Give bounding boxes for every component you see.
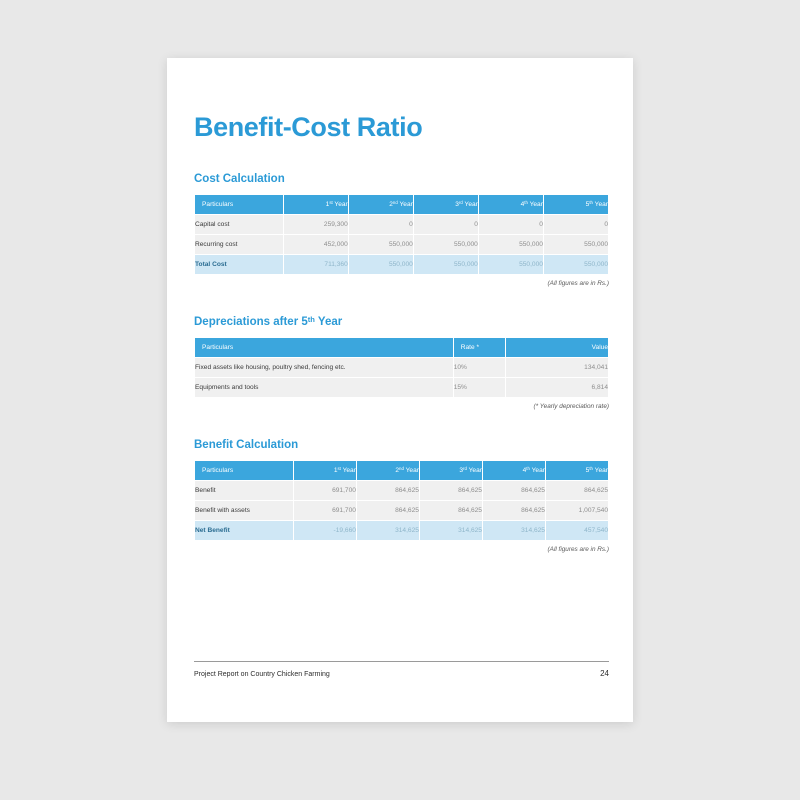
cell-rate: 15% bbox=[454, 378, 505, 397]
cell-value: 0 bbox=[479, 215, 543, 234]
cell-value: 314,625 bbox=[483, 521, 545, 540]
spacer bbox=[194, 410, 609, 439]
depreciations-table bbox=[194, 337, 609, 398]
page-footer bbox=[194, 661, 609, 678]
table-header-row bbox=[195, 195, 608, 214]
column-header-year-1: 1st Year bbox=[284, 195, 348, 214]
section-benefit-calculation bbox=[194, 439, 609, 553]
cell-value: 550,000 bbox=[479, 255, 543, 274]
table-row bbox=[195, 215, 608, 234]
table-note: (All figures are in Rs.) bbox=[547, 279, 609, 287]
table-header-row bbox=[195, 338, 608, 357]
cell-value: 550,000 bbox=[414, 255, 478, 274]
column-header-particulars: Particulars bbox=[195, 338, 453, 357]
cell-value: 314,625 bbox=[357, 521, 419, 540]
cost-calculation-table bbox=[194, 194, 609, 275]
column-header-year-5: 5th Year bbox=[546, 461, 608, 480]
cell-value: 0 bbox=[544, 215, 608, 234]
cell-value: 314,625 bbox=[420, 521, 482, 540]
row-label: Capital cost bbox=[195, 215, 283, 234]
section-cost-calculation bbox=[194, 173, 609, 287]
cell-value: 550,000 bbox=[349, 255, 413, 274]
cell-value: 0 bbox=[414, 215, 478, 234]
cell-value: 864,625 bbox=[420, 481, 482, 500]
cell-value: 864,625 bbox=[546, 481, 608, 500]
cell-value: 1,007,540 bbox=[546, 501, 608, 520]
cell-value: 864,625 bbox=[357, 501, 419, 520]
cell-value: 452,000 bbox=[284, 235, 348, 254]
column-header-year-3: 3rd Year bbox=[414, 195, 478, 214]
cell-value: 550,000 bbox=[544, 235, 608, 254]
cell-value: 550,000 bbox=[544, 255, 608, 274]
cell-value: 550,000 bbox=[479, 235, 543, 254]
row-label: Recurring cost bbox=[195, 235, 283, 254]
cell-value: 864,625 bbox=[483, 481, 545, 500]
cell-value: 457,540 bbox=[546, 521, 608, 540]
column-header-year-4: 4th Year bbox=[479, 195, 543, 214]
cell-rate: 10% bbox=[454, 358, 505, 377]
document-page bbox=[167, 58, 633, 722]
cell-value: 550,000 bbox=[349, 235, 413, 254]
benefit-calculation-table bbox=[194, 460, 609, 541]
column-header-value: Value bbox=[506, 338, 608, 357]
table-row bbox=[195, 378, 608, 397]
column-header-particulars: Particulars bbox=[195, 461, 293, 480]
column-header-year-5: 5th Year bbox=[544, 195, 608, 214]
page-content bbox=[194, 113, 609, 553]
column-header-rate: Rate * bbox=[454, 338, 505, 357]
footer-page-number: 24 bbox=[600, 669, 609, 678]
column-header-year-2: 2nd Year bbox=[349, 195, 413, 214]
table-row-total bbox=[195, 255, 608, 274]
cell-value: 864,625 bbox=[420, 501, 482, 520]
column-header-year-3: 3rd Year bbox=[420, 461, 482, 480]
section-depreciations bbox=[194, 316, 609, 410]
column-header-particulars: Particulars bbox=[195, 195, 283, 214]
footer-divider bbox=[194, 661, 609, 662]
table-note: (* Yearly depreciation rate) bbox=[533, 402, 609, 410]
table-row bbox=[195, 501, 608, 520]
cell-value: 134,041 bbox=[506, 358, 608, 377]
column-header-year-4: 4th Year bbox=[483, 461, 545, 480]
section-title-cost-calculation: Cost Calculation bbox=[194, 172, 285, 185]
cell-value: 691,700 bbox=[294, 481, 356, 500]
cell-value: 6,814 bbox=[506, 378, 608, 397]
spacer bbox=[194, 287, 609, 316]
table-row-total bbox=[195, 521, 608, 540]
cell-value: 0 bbox=[349, 215, 413, 234]
table-row bbox=[195, 481, 608, 500]
table-header-row bbox=[195, 461, 608, 480]
cell-value: 259,300 bbox=[284, 215, 348, 234]
row-label: Equipments and tools bbox=[195, 378, 453, 397]
row-label: Benefit with assets bbox=[195, 501, 293, 520]
section-title-benefit-calculation: Benefit Calculation bbox=[194, 438, 299, 451]
cell-value: 550,000 bbox=[414, 235, 478, 254]
column-header-year-2: 2nd Year bbox=[357, 461, 419, 480]
cell-value: 864,625 bbox=[357, 481, 419, 500]
footer-text: Project Report on Country Chicken Farming bbox=[194, 671, 330, 678]
column-header-year-1: 1st Year bbox=[294, 461, 356, 480]
cell-value: 691,700 bbox=[294, 501, 356, 520]
row-label: Benefit bbox=[195, 481, 293, 500]
cell-value: 864,625 bbox=[483, 501, 545, 520]
table-note: (All figures are in Rs.) bbox=[547, 545, 609, 553]
table-row bbox=[195, 235, 608, 254]
cell-value: -19,660 bbox=[294, 521, 356, 540]
cell-value: 711,360 bbox=[284, 255, 348, 274]
page-title: Benefit-Cost Ratio bbox=[194, 112, 423, 142]
section-title-depreciations: Depreciations after 5th Year bbox=[194, 314, 343, 328]
table-row bbox=[195, 358, 608, 377]
row-label: Net Benefit bbox=[195, 521, 293, 540]
row-label: Total Cost bbox=[195, 255, 283, 274]
row-label: Fixed assets like housing, poultry shed, fencing etc. bbox=[195, 358, 453, 377]
